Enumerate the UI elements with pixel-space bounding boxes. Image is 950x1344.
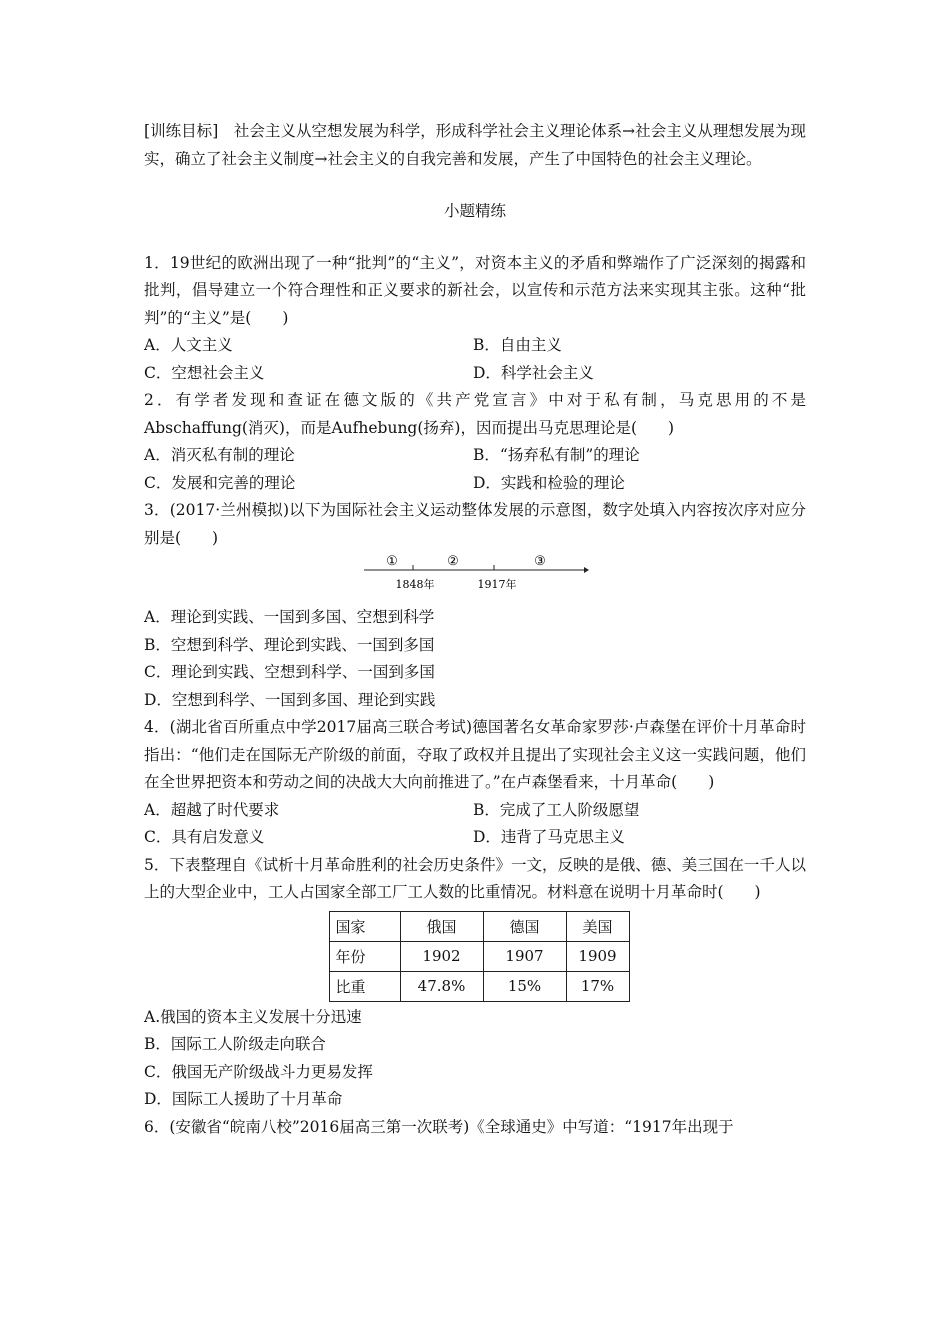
question-2-options (144, 442, 806, 497)
option-a: A．人文主义 (144, 336, 233, 354)
table-cell: 比重 (329, 971, 400, 1001)
option-d: D．实践和检验的理论 (473, 473, 625, 492)
option-a: A．理论到实践、一国到多国、空想到科学 (144, 608, 435, 626)
option-c: C．具有启发意义 (144, 828, 265, 846)
table-row (329, 941, 629, 971)
table-cell: 1902 (400, 941, 483, 971)
section-title: 小题精练 (443, 202, 506, 220)
table-row (329, 911, 629, 941)
table-cell: 1907 (483, 941, 566, 971)
table-cell: 年份 (329, 941, 400, 971)
table-row (329, 971, 629, 1001)
question-3-stem: 3．(2017·兰州模拟)以下为国际社会主义运动整体发展的示意图，数字处填入内容按次序对应分别是( ) (144, 501, 806, 547)
option-d: D．空想到科学、一国到多国、理论到实践 (144, 690, 436, 709)
question-6-stem: 6．(安徽省“皖南八校”2016届高三第一次联考)《全球通史》中写道：“1917年出现于 (144, 1117, 734, 1136)
question-5-stem: 5．下表整理自《试析十月革命胜利的社会历史条件》一文，反映的是俄、德、美三国在一千人以上的大型企业中，工人占国家全部工厂工人数的比重情况。材料意在说明十月革命时( ) (144, 855, 806, 901)
option-d: D．违背了马克思主义 (473, 828, 625, 846)
table-cell: 俄国 (400, 911, 483, 941)
document-page (144, 118, 806, 1141)
question-4-stem: 4．(湖北省百所重点中学2017届高三联合考试)德国著名女革命家罗莎·卢森堡在评价十月革命时指出：“他们走在国际无产阶级的前面，夺取了政权并且提出了实现社会主义这一实践问题，他们在全世界把资本和劳动之间的决战大大向前推进了。”在卢森堡看来，十月革命( ) (144, 718, 806, 791)
timeline-arrow-head (584, 567, 589, 573)
option-d: D．科学社会主义 (473, 363, 594, 382)
option-a: A．超越了时代要求 (144, 800, 280, 819)
option-b: B．完成了工人阶级愿望 (473, 800, 640, 819)
question-2-stem: 2．有学者发现和查证在德文版的《共产党宣言》中对于私有制，马克思用的不是Abschaffung(消灭)，而是Aufhebung(扬弃)，因而提出马克思理论是( ) (144, 391, 806, 437)
option-c: C．空想社会主义 (144, 363, 265, 382)
timeline-svg (364, 552, 589, 602)
option-b: B．空想到科学、理论到实践、一国到多国 (144, 635, 435, 654)
option-b: B．国际工人阶级走向联合 (144, 1035, 326, 1053)
table-cell: 美国 (566, 911, 629, 941)
timeline-year-1848: 1848年 (395, 578, 435, 591)
timeline-mark-2: ② (447, 554, 459, 569)
option-b: B．“扬弃私有制”的理论 (473, 446, 640, 464)
option-b: B．自由主义 (473, 336, 562, 354)
table-cell: 47.8% (400, 971, 483, 1001)
timeline-mark-1: ① (386, 554, 398, 569)
timeline-year-1917: 1917年 (477, 578, 517, 591)
timeline-mark-3: ③ (534, 554, 546, 569)
option-d: D．国际工人援助了十月革命 (144, 1090, 343, 1108)
training-target (144, 118, 806, 173)
option-c: C．发展和完善的理论 (144, 473, 296, 492)
training-target-text: 社会主义从空想发展为科学，形成科学社会主义理论体系→社会主义从理想发展为现实，确立了社会主义制度→社会主义的自我完善和发展，产生了中国特色的社会主义理论。 (144, 122, 806, 168)
table-cell: 15% (483, 971, 566, 1001)
question-1-stem: 1．19世纪的欧洲出现了一种“批判”的“主义”，对资本主义的矛盾和弊端作了广泛深刻的揭露和批判，倡导建立一个符合理性和正义要求的新社会，以宣传和示范方法来实现其主张。这种“批判”的“主义”是( ) (144, 253, 806, 327)
table-cell: 德国 (483, 911, 566, 941)
data-table (329, 911, 630, 1002)
option-a: A．消灭私有制的理论 (144, 446, 295, 464)
timeline-diagram (144, 552, 806, 604)
question-4-options (144, 797, 806, 852)
option-c: C．理论到实践、空想到科学、一国到多国 (144, 663, 435, 681)
option-a: A.俄国的资本主义发展十分迅速 (144, 1007, 362, 1026)
question-1-options (144, 332, 806, 387)
option-c: C．俄国无产阶级战斗力更易发挥 (144, 1062, 373, 1081)
data-table-wrapper (144, 911, 806, 1002)
table-cell: 1909 (566, 941, 629, 971)
table-cell: 国家 (329, 911, 400, 941)
table-cell: 17% (566, 971, 629, 1001)
training-target-label: [训练目标] (144, 122, 219, 140)
